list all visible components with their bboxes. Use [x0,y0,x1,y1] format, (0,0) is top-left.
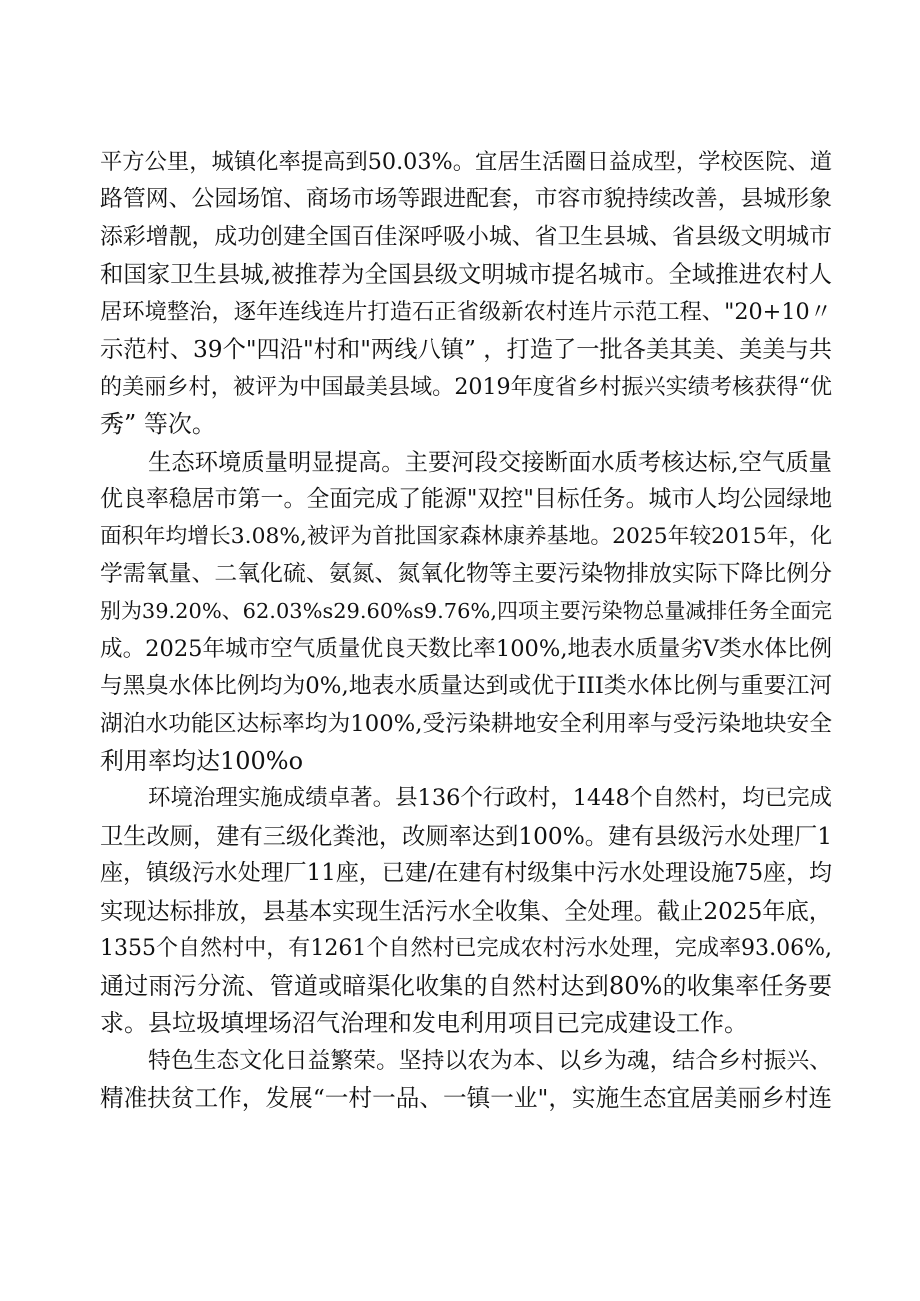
text-line: 生态环境质量明显提高。主要河段交接断面水质考核达标,空气质量 [148,447,832,476]
text-line: 成。2025年城市空气质量优良天数比率100%,地表水质量劣V类水体比例 [100,635,832,662]
text-line: 精准扶贫工作，发展“一村一品、一镇一业"，实施生态宜居美丽乡村连 [100,1083,832,1112]
paragraph-ecological-quality [100,444,832,781]
text-line: 学需氧量、二氧化硫、氨氮、氮氧化物等主要污染物排放实际下降比例分 [100,560,833,587]
text-line: 面积年均增长3.08%,被评为首批国家森林康养基地。2025年较2015年，化 [100,524,833,550]
text-line: 平方公里，城镇化率提高到50.03%。宜居生活圈日益成型，学校医院、道 [100,149,832,175]
text-line: 环境治理实施成绩卓著。县136个行政村，1448个自然村，均已完成 [148,785,832,812]
text-line: 湖泊水功能区达标率均为100%,受污染耕地安全利用率与受污染地块安全 [100,710,833,737]
text-line: 居环境整治，逐年连线连片打造石正省级新农村连片示范工程、"20+10〃 [100,298,832,325]
text-line: 座，镇级污水处理厂11座，已建/在建有村级集中污水处理设施75座，均 [100,860,832,887]
text-line: 优良率稳居市第一。全面完成了能源"双控"目标任务。城市人均公园绿地 [100,485,832,512]
text-line: 卫生改厕，建有三级化粪池，改厕率达到100%。建有县级污水处理厂1 [100,822,832,850]
paragraph-urbanization [100,144,832,444]
text-line: 通过雨污分流、管道或暗渠化收集的自然村达到80%的收集率任务要 [100,971,832,1000]
text-line: 别为39.20%、62.03%s29.60%s9.76%,四项主要污染物总量减排任务全面完 [100,599,832,624]
paragraph-ecological-culture [100,1043,832,1118]
text-line: 示范村、39个"四沿"村和"两线八镇” ，打造了一批各美其美、美美与共 [100,336,832,364]
text-line: 求。县垃圾填埋场沼气治理和发电利用项目已完成建设工作。 [100,1009,748,1038]
text-line: 添彩增靓，成功创建全国百佳深呼吸小城、省卫生县城、省县级文明城市 [100,223,833,250]
text-line: 路管网、公园场馆、商场市场等跟进配套，市容市貌持续改善，县城形象 [100,186,833,213]
text-line: 秀” 等次。 [100,410,216,439]
document-body [100,144,832,1117]
text-line: 实现达标排放，县基本实现生活污水全收集、全处理。截止2025年底， [100,897,832,925]
text-line: 1355个自然村中，有1261个自然村已完成农村污水处理，完成率93.06%, [100,936,832,962]
text-line: 和国家卫生县城,被推荐为全国县级文明城市提名城市。全域推进农村人 [100,260,832,289]
text-line: 利用率均达100%o [100,747,304,775]
paragraph-environmental-governance [100,780,832,1042]
text-line: 特色生态文化日益繁荣。坚持以农为本、以乡为魂，结合乡村振兴、 [148,1047,832,1074]
text-line: 的美丽乡村，被评为中国最美县域。2019年度省乡村振兴实绩考核获得“优 [100,373,832,400]
text-line: 与黑臭水体比例均为0%,地表水质量达到或优于III类水体比例与重要江河 [100,673,832,700]
